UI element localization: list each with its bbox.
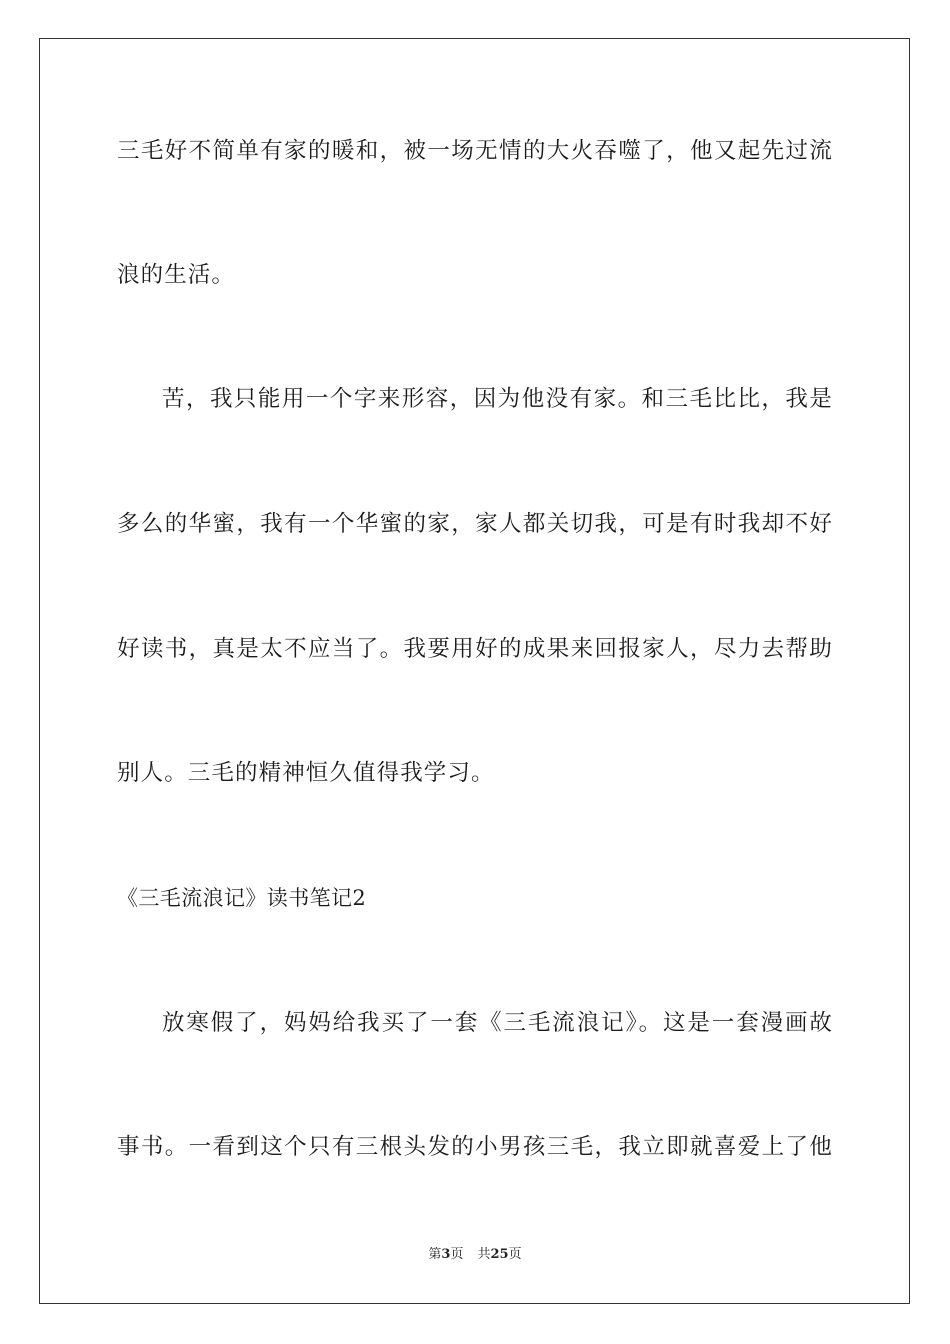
footer-page-prefix: 第 [428, 1247, 442, 1262]
section-heading: 《三毛流浪记》读书笔记2 [117, 886, 367, 910]
body-line-6: 别人。三毛的精神恒久值得我学习。 [117, 760, 495, 786]
body-line-5: 好读书，真是太不应当了。我要用好的成果来回报家人，尽力去帮助 [117, 636, 833, 662]
body-line-8: 事书。一看到这个只有三根头发的小男孩三毛，我立即就喜爱上了他 [117, 1134, 833, 1160]
body-line-1: 三毛好不简单有家的暖和，被一场无情的大火吞噬了，他又起先过流 [117, 138, 833, 164]
footer-total-prefix: 共 [477, 1247, 491, 1262]
footer-total-pages: 25 [490, 1247, 509, 1262]
footer-total-suffix: 页 [508, 1247, 522, 1262]
body-line-4: 多么的华蜜，我有一个华蜜的家，家人都关切我，可是有时我却不好 [117, 511, 833, 537]
body-line-3: 苦，我只能用一个字来形容，因为他没有家。和三毛比比，我是 [162, 386, 833, 412]
page-border [39, 38, 910, 1304]
footer-page-number: 3 [441, 1247, 451, 1262]
footer-page-suffix: 页 [450, 1247, 464, 1262]
page-footer [0, 1246, 950, 1264]
body-line-2: 浪的生活。 [117, 262, 236, 288]
body-line-7: 放寒假了，妈妈给我买了一套《三毛流浪记》。这是一套漫画故 [162, 1010, 833, 1036]
